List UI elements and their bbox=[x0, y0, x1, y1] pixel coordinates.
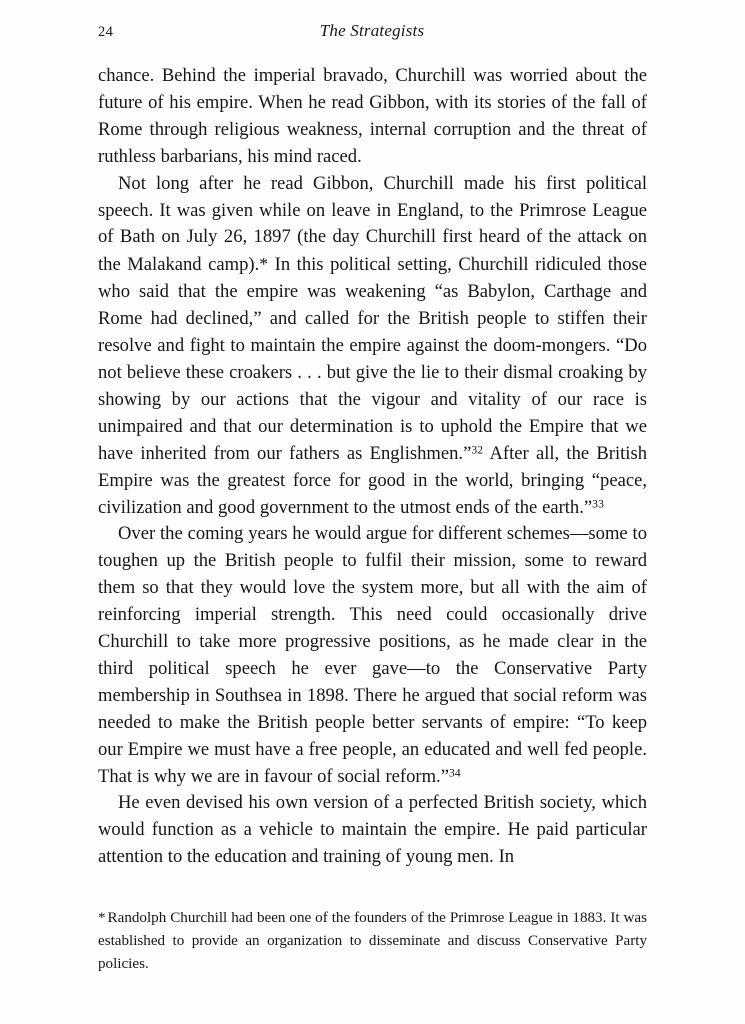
paragraph-3-text-a: Over the coming years he would argue for different schemes—some to toughen up the British people to fulfil their mission, some to reward them so that they would love the system more, but all with the aim of reinforcing imperial strength. This need could occasionally drive Churchill to take more progressive positions, as he made clear in the third political speech he ever gave—to the Conservative Party membership in Southsea in 1898. There he argued that social reform was needed to make the British people better servants of empire: “To keep our Empire we must have a free people, an educated and well fed people. That is why we are in favour of social reform.” bbox=[98, 523, 647, 787]
endnote-reference-34[interactable]: 34 bbox=[448, 767, 461, 780]
footnote-1 bbox=[98, 907, 647, 977]
paragraph-3 bbox=[98, 521, 647, 790]
paragraph-4 bbox=[98, 790, 647, 871]
footnote-reference-asterisk[interactable]: * bbox=[259, 254, 269, 275]
paragraph-1 bbox=[98, 63, 647, 171]
footnote-text: Randolph Churchill had been one of the founders of the Primrose League in 1883. It was established to provide an organization to disseminate and discuss Conservative Party policies. bbox=[98, 910, 647, 973]
running-head bbox=[98, 20, 646, 44]
paragraph-2 bbox=[98, 171, 647, 522]
endnote-reference-32[interactable]: 32 bbox=[471, 444, 484, 457]
running-head-title: The Strategists bbox=[319, 21, 425, 40]
paragraph-2-text-c: After all, the British Empire was the greatest force for good in the world, bringing “peace, civilization and good government to the utmost ends of the earth.” bbox=[98, 442, 647, 518]
paragraph-2-text-b: In this political setting, Churchill ridiculed those who said that the empire was weakening “as Babylon, Carthage and Rome had declined,” and called for the British people to stiffen their resolve and fight to maintain the empire against the doom-mongers. “Do not believe these croakers . . . but give the lie to their dismal croaking by showing by our actions that the vigour and vitality of our race is unimpaired and that our determination is to uphold the Empire that we have inherited from our fathers as Englishmen.” bbox=[98, 254, 647, 464]
body-text-block bbox=[98, 63, 647, 871]
footnote-marker-asterisk: * bbox=[98, 910, 106, 926]
endnote-reference-33[interactable]: 33 bbox=[592, 497, 605, 510]
paragraph-4-text: He even devised his own version of a perfected British society, which would function as a vehicle to maintain the empire. He paid particular attention to the education and training of young men. In bbox=[98, 792, 647, 868]
paragraph-2-text-a: Not long after he read Gibbon, Churchill made his first political speech. It was given while on leave in England, to the Primrose League of Bath on July 26, 1897 (the day Churchill first heard of the attack on the Malakand camp). bbox=[98, 172, 647, 276]
page-number: 24 bbox=[98, 24, 114, 40]
paragraph-1-text: chance. Behind the imperial bravado, Churchill was worried about the future of his empire. When he read Gibbon, with its stories of the fall of Rome through religious weakness, internal corruption and the threat of ruthless barbarians, his mind raced. bbox=[98, 65, 647, 167]
footnote-block bbox=[98, 907, 647, 977]
